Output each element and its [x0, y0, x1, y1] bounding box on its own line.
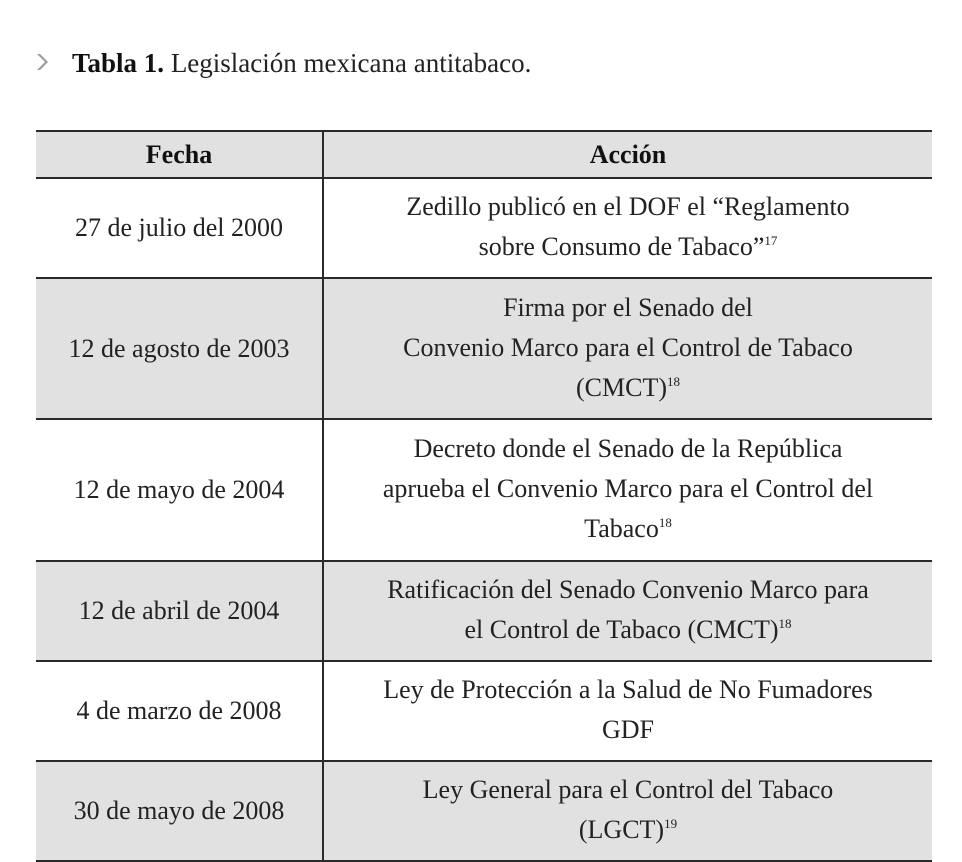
fecha-cell: 30 de mayo de 2008 [36, 761, 323, 861]
accion-cell [323, 661, 932, 761]
accion-line: Firma por el Senado del [503, 292, 753, 322]
fecha-cell: 12 de abril de 2004 [36, 561, 323, 661]
fecha-cell: 27 de julio del 2000 [36, 178, 323, 278]
table-row [36, 661, 932, 761]
footnote-ref: 18 [658, 515, 672, 530]
accion-line: aprueba el Convenio Marco para el Control del [382, 474, 874, 503]
accion-line: GDF [601, 715, 654, 744]
caption-text: Legislación mexicana antitabaco. [164, 48, 532, 78]
accion-line: Tabaco [584, 514, 659, 543]
accion-line: Convenio Marco para el Control de Tabaco [403, 332, 853, 362]
accion-cell [323, 761, 932, 861]
accion-cell [323, 419, 932, 561]
table-row [36, 419, 932, 561]
accion-line: Decreto donde el Senado de la República [413, 434, 843, 463]
column-header-accion: Acción [323, 131, 932, 178]
caption-label: Tabla 1. [72, 48, 165, 78]
accion-line: Zedillo publicó en el DOF el “Reglamento [406, 192, 850, 221]
accion-cell [323, 561, 932, 661]
table-row [36, 761, 932, 861]
accion-cell [323, 178, 932, 278]
table-header-row [36, 131, 932, 178]
chevron-right-icon [36, 53, 48, 71]
accion-cell [323, 278, 932, 419]
footnote-ref: 18 [667, 373, 680, 389]
fecha-cell: 4 de marzo de 2008 [36, 661, 323, 761]
table-caption [36, 46, 531, 80]
accion-line: Ley de Protección a la Salud de No Fumadores [383, 675, 873, 704]
fecha-cell: 12 de agosto de 2003 [36, 278, 323, 419]
footnote-ref: 18 [778, 616, 792, 631]
fecha-cell: 12 de mayo de 2004 [36, 419, 323, 561]
accion-line: el Control de Tabaco (CMCT) [464, 615, 779, 644]
accion-line: Ratificación del Senado Convenio Marco para [387, 575, 869, 604]
accion-line: Ley General para el Control del Tabaco [422, 775, 834, 804]
footnote-ref: 19 [664, 816, 678, 831]
accion-line: sobre Consumo de Tabaco” [478, 232, 765, 261]
table-row [36, 561, 932, 661]
footnote-ref: 17 [764, 233, 778, 248]
table-row [36, 278, 932, 419]
table-row [36, 178, 932, 278]
accion-line: (CMCT) [576, 372, 667, 402]
column-header-fecha: Fecha [36, 131, 323, 178]
legislation-table [36, 130, 932, 862]
accion-line: (LGCT) [578, 815, 665, 844]
